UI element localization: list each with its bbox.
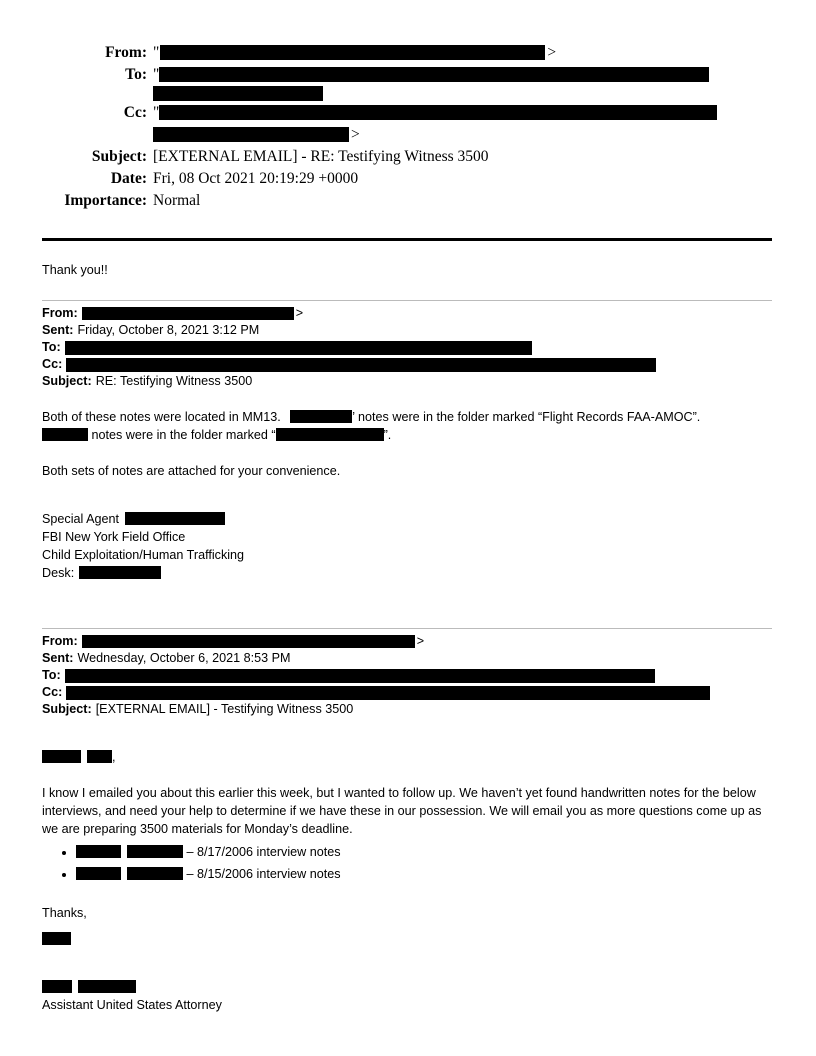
quoted-1-sent-label: Sent: [42,323,74,337]
signature-agent-label: Special Agent [42,512,120,526]
redaction-bar [159,105,717,120]
quoted-1-para-1a: Both of these notes were located in MM13. [42,410,281,424]
quoted-1-subject-row [42,373,772,390]
header-label-to: To: [125,66,147,83]
quoted-1-cc-row [42,356,772,373]
redaction-bar [82,307,294,320]
redaction-bar [42,428,88,441]
from-quote: " [153,44,160,61]
redaction-bar [65,669,655,683]
header-value-to [153,64,772,101]
quoted-2-closing: Thanks, [42,906,87,920]
header-label-importance: Importance: [64,192,147,209]
redaction-bar [159,67,709,82]
redaction-bar [76,867,121,880]
quoted-2-subject-row [42,701,772,718]
quoted-1-subject-label: Subject: [42,374,92,388]
quoted-1-para-1c: notes were in the folder marked “ [91,428,276,442]
quoted-1-from-angle: > [295,306,304,320]
redaction-bar [127,845,183,858]
quoted-1-from-label: From: [42,306,78,320]
from-angle-bracket: > [547,44,557,61]
greeting-text: Thank you!! [42,263,108,277]
header-label-from: From: [105,44,147,61]
quoted-2-signature-role: Assistant United States Attorney [42,998,222,1012]
redaction-bar [82,635,415,648]
quoted-1-signature-unit: Child Exploitation/Human Trafficking [42,548,245,562]
quoted-2-sent-value: Wednesday, October 6, 2021 8:53 PM [77,651,291,665]
header-divider [42,238,772,241]
quoted-2-cc-label: Cc: [42,685,63,699]
quoted-1-cc-label: Cc: [42,357,63,371]
redaction-bar [153,86,323,101]
header-label-subject: Subject: [91,148,147,165]
header-row-subject [42,146,772,167]
header-value-from [153,42,772,63]
quoted-1-to-label: To: [42,340,61,354]
quoted-1-signature-office: FBI New York Field Office [42,530,186,544]
header-value-importance: Normal [153,192,201,209]
header-row-to [42,64,772,101]
quoted-message-divider [42,300,772,301]
quoted-1-from-row [42,305,772,322]
quoted-1-para-1d: ”. [383,428,392,442]
redaction-bar [87,750,112,763]
redaction-bar [66,358,656,372]
redaction-bar [125,512,225,525]
quoted-2-from-angle: > [416,634,425,648]
header-value-date: Fri, 08 Oct 2021 20:19:29 +0000 [153,170,359,187]
quoted-2-to-row [42,667,772,684]
cc-angle-bracket: > [351,126,360,143]
to-quote: " [153,66,160,83]
email-body [42,261,772,1014]
quoted-2-signature-name-1 [42,930,772,948]
quoted-2-subject-value: [EXTERNAL EMAIL] - Testifying Witness 3500 [95,702,354,716]
redaction-bar [290,410,352,423]
quoted-1-subject-value: RE: Testifying Witness 3500 [95,374,253,388]
signature-desk-label: Desk: [42,566,75,580]
quoted-2-cc-row [42,684,772,701]
redaction-bar [276,428,384,441]
redaction-bar [42,980,72,993]
redaction-bar [76,845,121,858]
redaction-bar [153,127,349,142]
quoted-1-signature-desk [42,564,772,582]
redaction-bar [65,341,532,355]
quoted-1-paragraph-2: Both sets of notes are attached for your convenience. [42,464,341,478]
header-row-from [42,42,772,63]
header-row-importance [42,190,772,211]
quoted-message-divider [42,628,772,629]
salutation-comma: , [112,750,116,764]
list-item [76,842,772,862]
quoted-1-sent-row [42,322,772,339]
header-row-cc [42,102,772,145]
quoted-1-sent-value: Friday, October 8, 2021 3:12 PM [77,323,260,337]
quoted-2-from-row [42,633,772,650]
redaction-bar [127,867,183,880]
quoted-1-paragraph-1 [42,408,772,444]
header-row-date [42,168,772,189]
quoted-1-signature-agent [42,510,772,528]
cc-quote: " [153,104,160,121]
header-value-subject: [EXTERNAL EMAIL] - RE: Testifying Witness 3500 [153,148,489,165]
quoted-2-paragraph-1: I know I emailed you about this earlier this week, but I wanted to follow up. We haven’t yet found handwritten notes for the below interviews, and need your help to determine if we have these in our possession. We will email you as more questions come up as we are preparing 3500 materials for Monday’s deadline. [42,786,762,836]
quoted-1-to-row [42,339,772,356]
quoted-2-from-label: From: [42,634,78,648]
quoted-message-1 [42,305,772,582]
quoted-2-signature-name-2 [42,978,772,996]
quoted-message-2 [42,633,772,1014]
list-item-label: – 8/15/2006 interview notes [186,867,341,881]
header-value-cc [153,102,772,145]
redaction-bar [160,45,545,60]
redaction-bar [42,750,81,763]
redaction-bar [66,686,710,700]
quoted-2-sent-label: Sent: [42,651,74,665]
header-label-date: Date: [110,170,147,187]
redaction-bar [79,566,161,579]
list-item [76,864,772,884]
redaction-bar [78,980,136,993]
email-header [42,42,772,212]
quoted-2-subject-label: Subject: [42,702,92,716]
quoted-2-salutation [42,748,772,766]
header-label-cc: Cc: [123,104,147,121]
interview-notes-list [42,842,772,884]
quoted-2-sent-row [42,650,772,667]
quoted-2-to-label: To: [42,668,61,682]
list-item-label: – 8/17/2006 interview notes [186,845,341,859]
quoted-1-para-1b: ’ notes were in the folder marked “Flight Records FAA-AMOC”. [352,410,701,424]
redaction-bar [42,932,71,945]
